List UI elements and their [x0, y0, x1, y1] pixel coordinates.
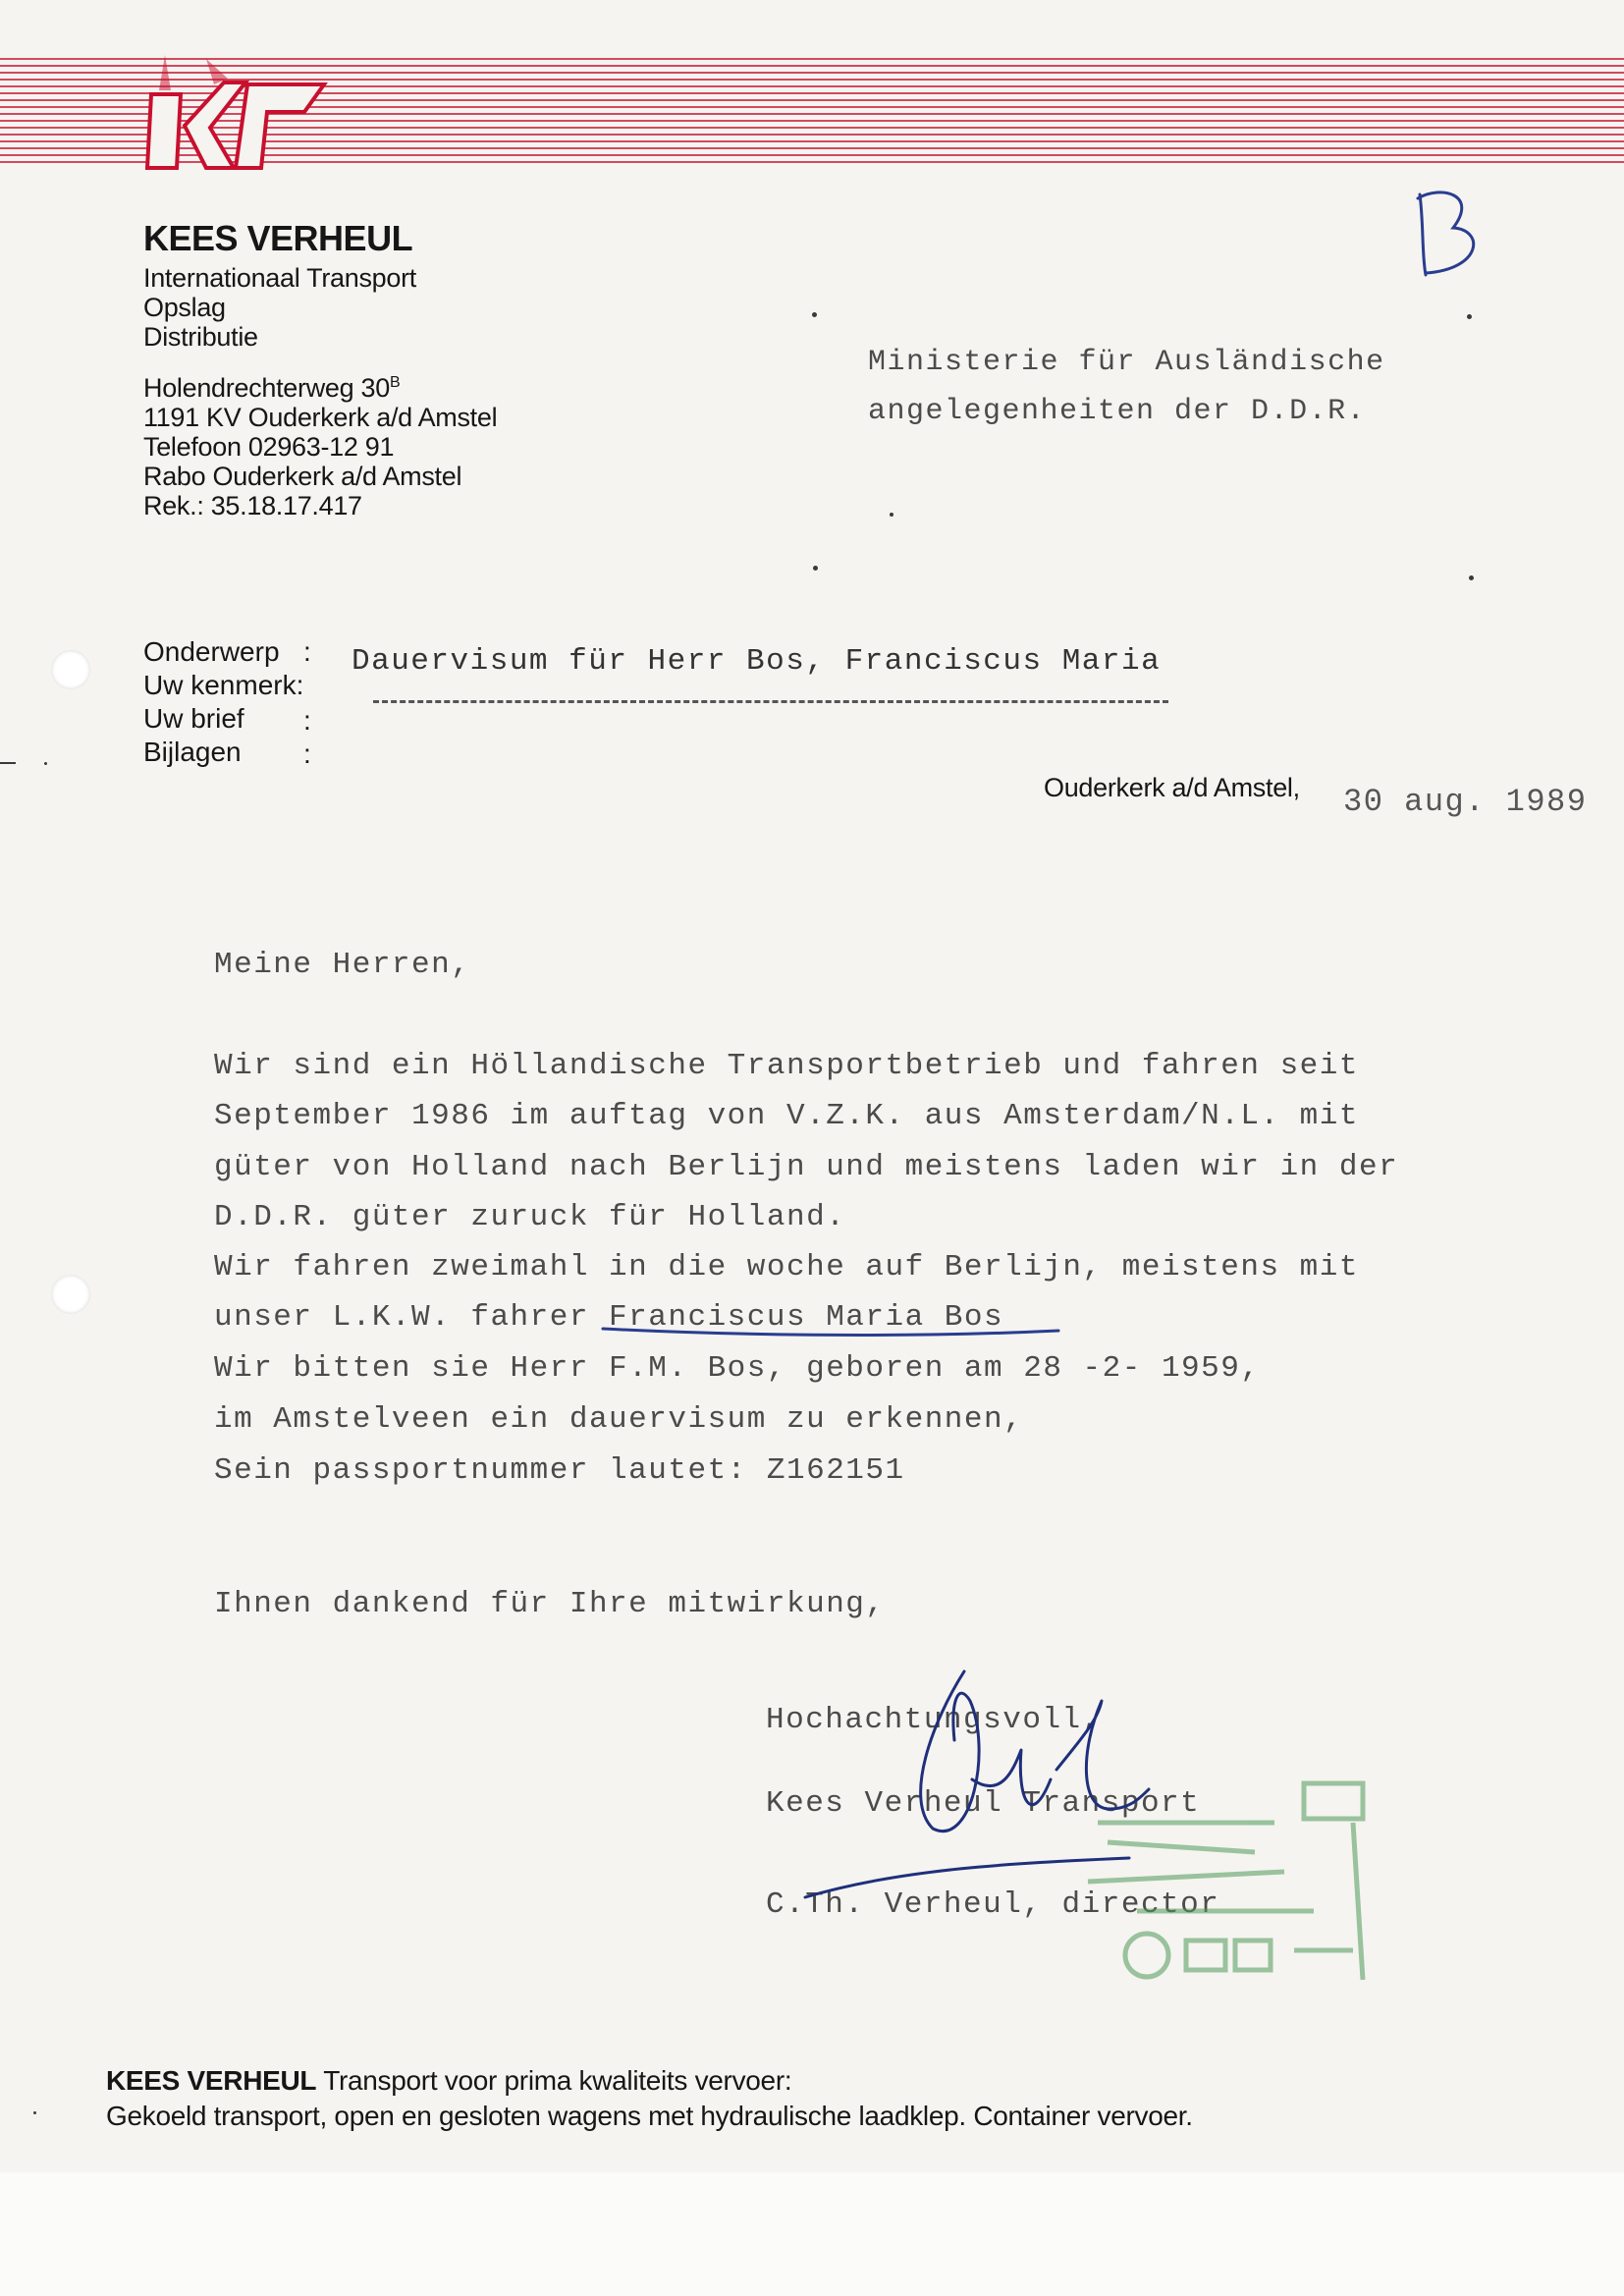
closing-signatory: C.Th. Verheul, director: [766, 1887, 1220, 1922]
street-name: Holendrechterweg 30: [143, 373, 390, 403]
company-bank: Rabo Ouderkerk a/d Amstel: [143, 462, 462, 491]
body-line-2: September 1986 im auftag von V.Z.K. aus Amsterdam/N.L. mit: [214, 1099, 1359, 1133]
closing-thanks: Ihnen dankend für Ihre mitwirkung,: [214, 1587, 886, 1621]
letter-date: 30 aug. 1989: [1343, 784, 1588, 820]
signature: [785, 1662, 1159, 1917]
handwritten-b-mark: [1402, 185, 1490, 283]
fold-mark: [0, 762, 16, 764]
ink-speck: [44, 762, 47, 765]
salutation: Meine Herren,: [214, 948, 471, 982]
body-line-7: Wir bitten sie Herr F.M. Bos, geboren am 28 -2- 1959,: [214, 1351, 1261, 1386]
company-account: Rek.: 35.18.17.417: [143, 491, 362, 520]
company-name: KEES VERHEUL: [143, 218, 413, 258]
body-line-1: Wir sind ein Höllandische Transportbetrieb und fahren seit: [214, 1049, 1359, 1083]
driver-name-underline: [601, 1321, 1062, 1344]
body-line-5: Wir fahren zweimahl in die woche auf Berlijn, meistens mit: [214, 1250, 1359, 1285]
punch-hole-bottom: [51, 1275, 90, 1314]
subject-underline: [373, 700, 1168, 703]
recipient-line-2: angelegenheiten der D.D.R.: [868, 395, 1367, 428]
body-line-8: im Amstelveen ein dauervisum zu erkennen,: [214, 1402, 1024, 1437]
service-international-transport: Internationaal Transport: [143, 263, 416, 293]
closing-regards: Hochachtungsvoll,: [766, 1703, 1102, 1737]
ink-speck: [1469, 575, 1474, 580]
footer-line-1: [106, 2067, 791, 2095]
subject-text: Dauervisum für Herr Bos, Franciscus Maria: [352, 644, 1162, 679]
service-distributie: Distributie: [143, 322, 258, 352]
kv-logo: [137, 55, 334, 183]
footer-company: KEES VERHEUL: [106, 2065, 317, 2096]
ink-speck: [813, 566, 818, 571]
place: Ouderkerk a/d Amstel,: [1044, 773, 1300, 802]
body-line-9: Sein passportnummer lautet: Z162151: [214, 1453, 905, 1488]
footer-line-2: Gekoeld transport, open en gesloten wagens met hydraulische laadklep. Container vervoer.: [106, 2101, 1193, 2131]
body-line-6: unser L.K.W. fahrer Franciscus Maria Bos: [214, 1300, 1004, 1335]
label-onderwerp: Onderwerp: [143, 636, 280, 667]
company-postcode-city: 1191 KV Ouderkerk a/d Amstel: [143, 403, 498, 432]
scan-margin: [0, 2172, 1624, 2296]
label-uw-kenmerk: Uw kenmerk:: [143, 670, 304, 700]
colon-uw-brief: :: [303, 705, 311, 736]
body-line-4: D.D.R. güter zuruck für Holland.: [214, 1200, 846, 1234]
colon-bijlagen: :: [303, 738, 311, 769]
ink-speck: [890, 513, 893, 517]
closing-company: Kees Verheul Transport: [766, 1786, 1201, 1821]
street-suffix: B: [389, 374, 401, 391]
ink-speck: [812, 312, 817, 317]
company-phone: Telefoon 02963-12 91: [143, 432, 395, 462]
company-street: [143, 375, 400, 402]
service-opslag: Opslag: [143, 293, 226, 322]
ink-speck: [33, 2111, 36, 2114]
ink-speck: [1467, 314, 1472, 319]
label-bijlagen: Bijlagen: [143, 737, 242, 767]
footer-tagline: Transport voor prima kwaliteits vervoer:: [323, 2065, 792, 2096]
punch-hole-top: [51, 650, 90, 689]
colon-onderwerp: :: [303, 636, 311, 667]
label-uw-brief: Uw brief: [143, 703, 244, 734]
recipient-line-1: Ministerie für Ausländische: [868, 346, 1385, 379]
body-line-3: güter von Holland nach Berlijn und meistens laden wir in der: [214, 1150, 1399, 1184]
